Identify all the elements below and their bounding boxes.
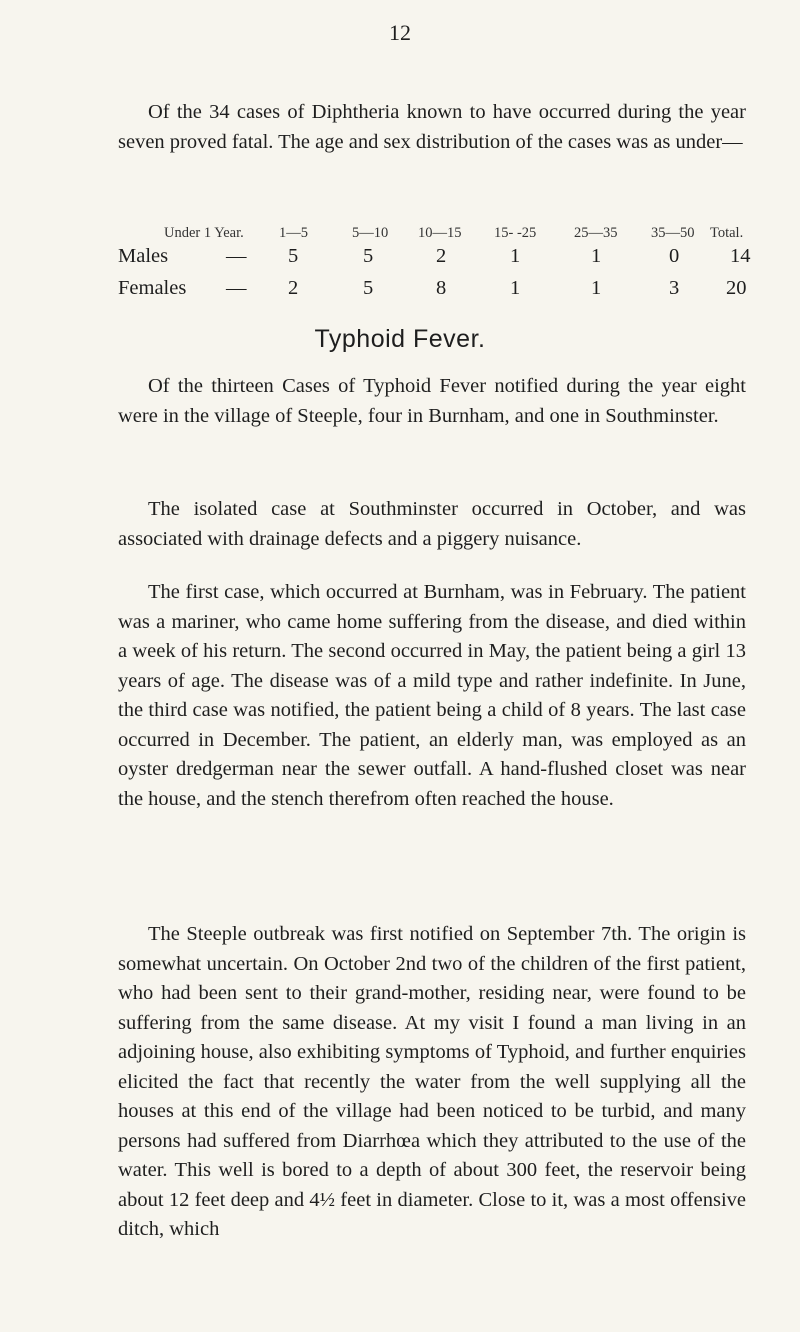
cell-5-10: 5 — [363, 277, 374, 299]
row-dash: — — [226, 245, 247, 267]
row-label: Males — [118, 245, 169, 267]
cell-total: 20 — [726, 277, 747, 299]
section-heading: Typhoid Fever. — [314, 325, 486, 353]
table-row-males — [118, 245, 758, 275]
paragraph-2: The isolated case at Southminster occurred in October, and was associated with drainage defects and a piggery nuisance. — [118, 498, 746, 550]
paragraph-3: The first case, which occurred at Burnham, was in February. The patient was a mariner, who came home suffering from the disease, and died within a week of his return. The second occurred in May, the patient being a girl 13 years of age. The disease was of a mild type and rather indefinite. In June, the third case was notified, the patient being a child of 8 years. The last case occurred in December. The patient, an elderly man, was employed as an oyster dredgerman near the sewer outfall. A hand-flushed closet was near the house, and the stench therefrom often reached the house. — [118, 581, 746, 810]
paragraph-4: The Steeple outbreak was first notified on September 7th. The origin is somewhat uncertain. On October 2nd two of the children of the first patient, who had been sent to their grand-mother, residing near, were found to be suffering from the same disease. At my visit I found a man living in an adjoining house, also exhibiting symptoms of Typhoid, and further enquiries elicited the fact that recently the water from the well supplying all the houses at this end of the village had been noticed to be turbid, and many persons had suffered from Diarrhœa which they attributed to the use of the water. This well is bored to a depth of about 300 feet, the reservoir being about 12 feet deep and 4½ feet in diameter. Close to it, was a most offensive ditch, which — [118, 923, 746, 1240]
cell-10-15: 8 — [436, 277, 447, 299]
col-header-25-35: 25—35 — [574, 225, 618, 241]
col-header-5-10: 5—10 — [352, 225, 389, 241]
paragraph-1: Of the thirteen Cases of Typhoid Fever notified during the year eight were in the village of Steeple, four in Burnham, and one in Southminster. — [118, 375, 746, 427]
cell-35-50: 3 — [669, 277, 680, 299]
cell-15-25: 1 — [510, 277, 521, 299]
col-header-1-5: 1—5 — [279, 225, 308, 241]
col-header-10-15: 10—15 — [418, 225, 462, 241]
cell-1-5: 2 — [288, 277, 299, 299]
table-row-females — [118, 277, 758, 307]
col-header-total: Total. — [710, 225, 744, 241]
col-header-35-50: 35—50 — [651, 225, 695, 241]
intro-paragraph: Of the 34 cases of Diphtheria known to have occurred during the year seven proved fatal. The age and sex distribution of the cases was as under— — [118, 101, 746, 153]
cell-10-15: 2 — [436, 245, 447, 267]
cell-total: 14 — [730, 245, 751, 267]
cell-25-35: 1 — [591, 277, 602, 299]
cell-1-5: 5 — [288, 245, 299, 267]
page-number: 12 — [389, 20, 411, 45]
cell-5-10: 5 — [363, 245, 374, 267]
cell-25-35: 1 — [591, 245, 602, 267]
row-dash: — — [226, 277, 247, 299]
row-label: Females — [118, 277, 187, 299]
cell-35-50: 0 — [669, 245, 680, 267]
col-header-under-1: Under 1 Year. — [164, 225, 244, 241]
col-header-15-25: 15- -25 — [494, 225, 537, 241]
cell-15-25: 1 — [510, 245, 521, 267]
